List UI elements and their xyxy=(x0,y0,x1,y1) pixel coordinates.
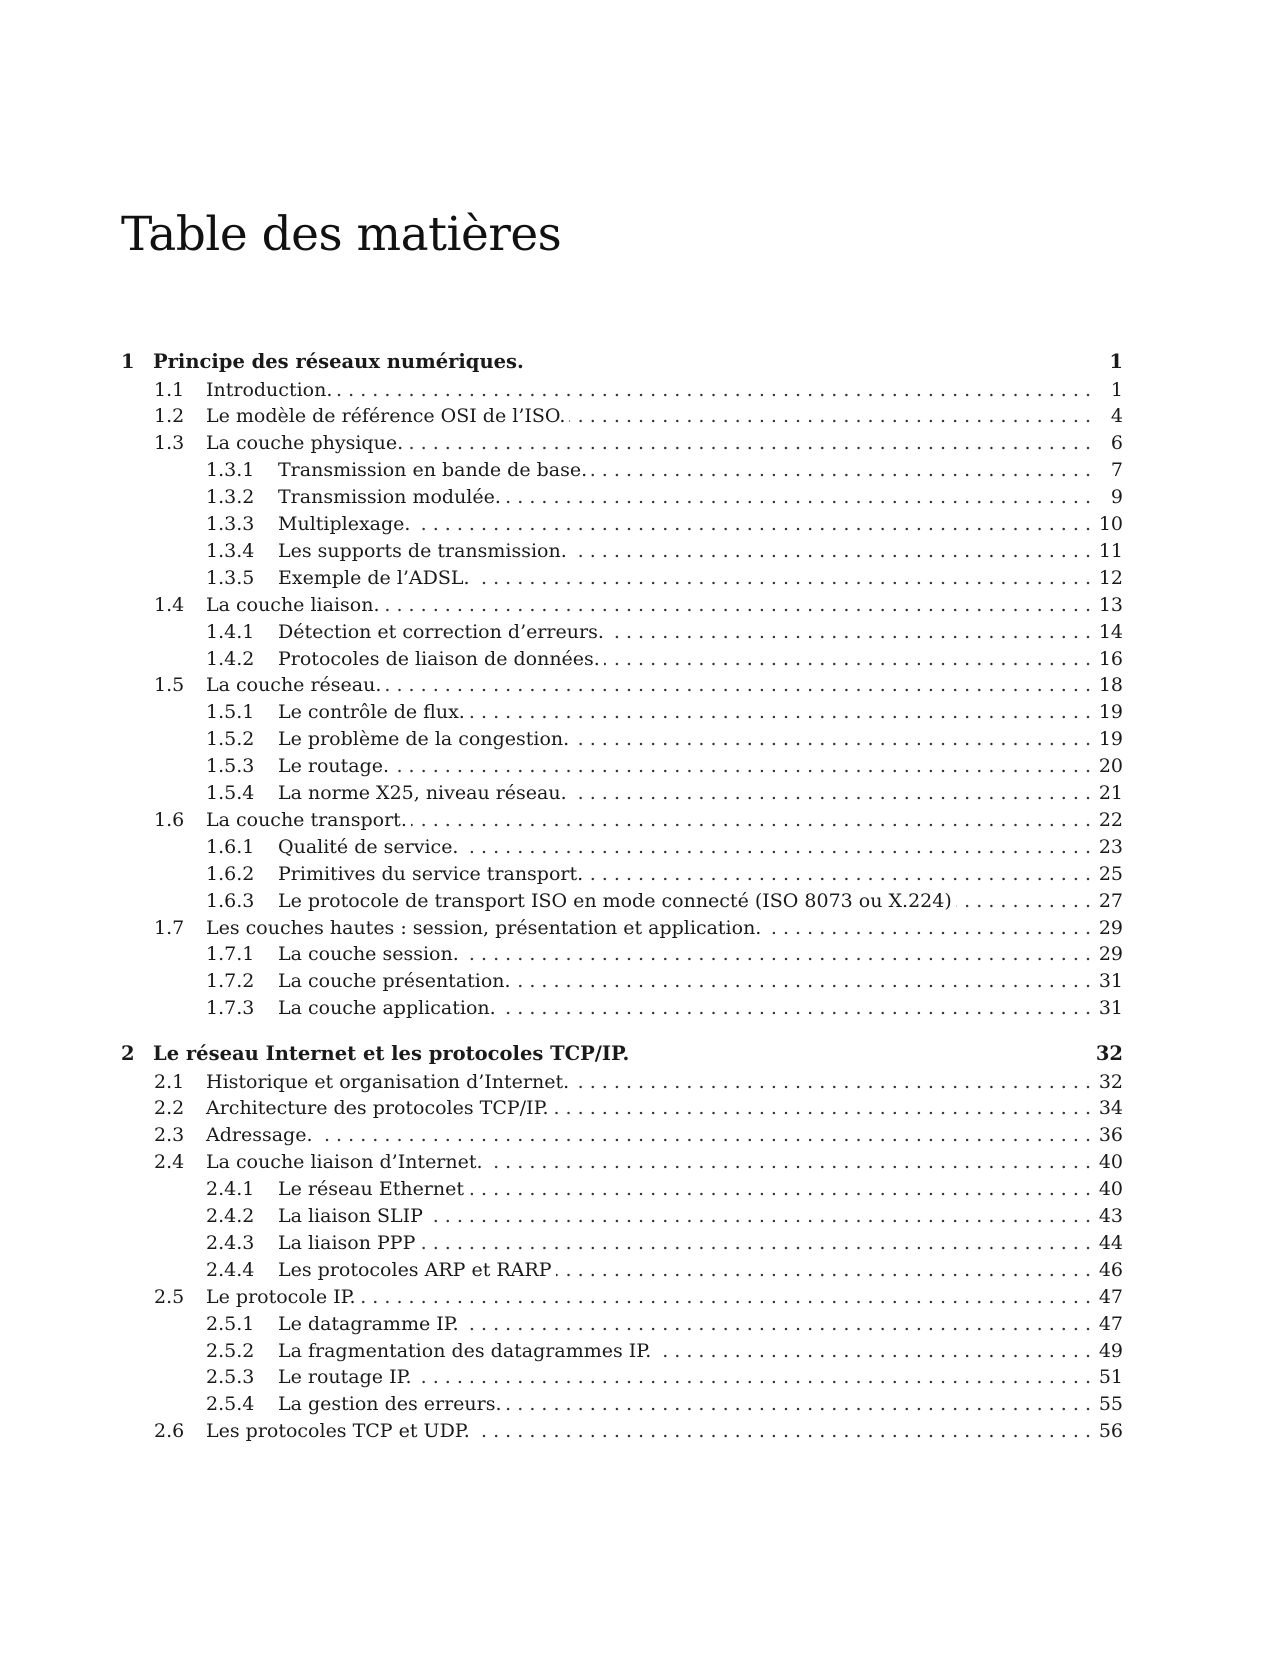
entry-title: Le routage IP. xyxy=(278,1366,412,1389)
entry-title: Le protocole IP. xyxy=(206,1285,356,1308)
entry-title: La fragmentation des datagrammes IP. xyxy=(278,1339,652,1362)
toc-section[interactable] xyxy=(121,1094,1123,1122)
entry-page: 14 xyxy=(1098,620,1123,643)
toc-section[interactable] xyxy=(121,1121,1123,1149)
dot-leader xyxy=(463,1310,1091,1338)
entry-number: 2.4.4 xyxy=(206,1258,255,1281)
entry-page: 12 xyxy=(1098,566,1123,589)
dot-leader xyxy=(317,1121,1092,1149)
entry-title: La couche session. xyxy=(278,943,459,966)
entry-number: 2.5.2 xyxy=(206,1339,255,1362)
entry-number: 1.6 xyxy=(154,808,185,831)
entry-page: 34 xyxy=(1098,1097,1123,1120)
entry-page: 23 xyxy=(1098,835,1123,858)
toc-subsection[interactable] xyxy=(121,725,1123,753)
entry-title: Protocoles de liaison de données. xyxy=(278,647,600,670)
page-title: Table des matières xyxy=(121,207,562,262)
entry-title: Le réseau Ethernet xyxy=(278,1178,465,1201)
entry-page: 20 xyxy=(1098,755,1123,778)
toc-section[interactable] xyxy=(121,671,1123,699)
toc-section[interactable] xyxy=(121,806,1123,834)
toc-section[interactable] xyxy=(121,1417,1123,1445)
toc-section[interactable] xyxy=(121,376,1123,404)
entry-number: 1.5.1 xyxy=(206,701,255,724)
dot-leader xyxy=(407,429,1091,457)
entry-title: La liaison PPP xyxy=(278,1231,416,1254)
entry-title: La gestion des erreurs. xyxy=(278,1393,502,1416)
toc-section[interactable] xyxy=(121,429,1123,457)
entry-title: La couche physique. xyxy=(206,432,404,455)
entry-title: Les supports de transmission. xyxy=(278,539,567,562)
toc-section[interactable] xyxy=(121,1283,1123,1311)
toc-subsection[interactable] xyxy=(121,1202,1123,1230)
chapter-title: Le réseau Internet et les protocoles TCP/IP. xyxy=(153,1042,630,1065)
dot-leader xyxy=(336,376,1091,404)
toc-subsection[interactable] xyxy=(121,1337,1123,1365)
entry-page: 44 xyxy=(1098,1231,1123,1254)
toc-section[interactable] xyxy=(121,1148,1123,1176)
entry-title: Primitives du service transport. xyxy=(278,862,584,885)
toc-subsection[interactable] xyxy=(121,483,1123,511)
entry-page: 36 xyxy=(1098,1124,1123,1147)
entry-page: 16 xyxy=(1098,647,1123,670)
entry-title: Architecture des protocoles TCP/IP. xyxy=(206,1097,549,1120)
entry-title: Transmission en bande de base. xyxy=(278,459,588,482)
dot-leader xyxy=(556,1256,1092,1284)
entry-page: 10 xyxy=(1098,513,1123,535)
toc-subsection[interactable] xyxy=(121,618,1123,646)
toc-section[interactable] xyxy=(121,591,1123,619)
entry-number: 1.5.3 xyxy=(206,755,255,778)
chapter-number: 2 xyxy=(121,1042,135,1065)
entry-page: 18 xyxy=(1098,674,1123,697)
chapter-title: Principe des réseaux numériques. xyxy=(153,350,524,373)
entry-title: Le routage. xyxy=(278,755,390,778)
dot-leader xyxy=(385,671,1091,699)
entry-number: 1.7 xyxy=(154,916,185,939)
entry-number: 1.5.2 xyxy=(206,728,255,751)
dot-leader xyxy=(604,645,1091,673)
toc-chapter[interactable] xyxy=(121,348,1123,376)
toc-section[interactable] xyxy=(121,402,1123,430)
entry-title: Qualité de service. xyxy=(278,835,459,858)
entry-title: Transmission modulée. xyxy=(278,486,501,509)
entry-page: 47 xyxy=(1098,1312,1123,1335)
entry-title: Les protocoles ARP et RARP xyxy=(278,1258,552,1281)
dot-leader xyxy=(384,591,1092,619)
entry-number: 1.5 xyxy=(154,674,185,697)
entry-title: Le problème de la congestion. xyxy=(278,728,570,751)
entry-number: 1.7.3 xyxy=(206,997,255,1020)
entry-page: 51 xyxy=(1098,1366,1123,1389)
dot-leader xyxy=(500,994,1091,1022)
entry-title: La couche transport. xyxy=(206,808,407,831)
entry-title: La couche présentation. xyxy=(278,970,511,993)
toc-subsection[interactable] xyxy=(121,537,1123,565)
toc-subsection[interactable] xyxy=(121,1175,1123,1203)
dot-leader xyxy=(506,1390,1091,1418)
entry-title: Les couches hautes : session, présentation et application. xyxy=(206,916,762,939)
dot-leader xyxy=(393,752,1091,780)
entry-page: 31 xyxy=(1098,970,1123,993)
toc-subsection[interactable] xyxy=(121,860,1123,888)
entry-number: 1.3.3 xyxy=(206,513,255,535)
entry-title: La couche réseau. xyxy=(206,674,382,697)
chapter-page: 1 xyxy=(1109,350,1123,373)
toc-subsection[interactable] xyxy=(121,1256,1123,1284)
toc-subsection[interactable] xyxy=(121,779,1123,807)
dot-leader xyxy=(469,698,1091,726)
entry-number: 1.4.2 xyxy=(206,647,255,670)
dot-leader xyxy=(591,456,1091,484)
toc-subsection[interactable] xyxy=(121,833,1123,861)
toc-subsection[interactable] xyxy=(121,1363,1123,1391)
entry-page: 40 xyxy=(1098,1178,1123,1201)
entry-title: La couche liaison. xyxy=(206,593,380,616)
entry-number: 2.1 xyxy=(154,1070,185,1093)
dot-leader xyxy=(573,725,1091,753)
entry-number: 2.5 xyxy=(154,1285,185,1308)
dot-leader xyxy=(765,914,1091,942)
toc-subsection[interactable] xyxy=(121,940,1123,968)
entry-title: Détection et correction d’erreurs. xyxy=(278,620,604,643)
entry-number: 1.3.4 xyxy=(206,539,255,562)
toc-subsection[interactable] xyxy=(121,456,1123,484)
entry-number: 2.6 xyxy=(154,1420,185,1443)
dot-leader xyxy=(571,537,1091,565)
entry-page: 40 xyxy=(1098,1151,1123,1174)
entry-page: 6 xyxy=(1110,432,1123,455)
entry-title: Le protocole de transport ISO en mode connecté (ISO 8073 ou X.224) xyxy=(278,889,952,912)
entry-page: 56 xyxy=(1098,1420,1123,1443)
dot-leader xyxy=(468,1175,1091,1203)
entry-page: 27 xyxy=(1098,889,1123,912)
chapter-page: 32 xyxy=(1095,1042,1123,1065)
dot-leader xyxy=(608,618,1091,646)
entry-page: 31 xyxy=(1098,997,1123,1020)
entry-number: 1.4.1 xyxy=(206,620,255,643)
entry-page: 46 xyxy=(1098,1258,1123,1281)
entry-number: 2.5.4 xyxy=(206,1393,255,1416)
dot-leader xyxy=(553,1094,1091,1122)
entry-number: 1.2 xyxy=(154,405,185,428)
dot-leader xyxy=(487,1148,1091,1176)
entry-page: 47 xyxy=(1098,1285,1123,1308)
entry-page: 32 xyxy=(1098,1070,1123,1093)
entry-number: 1.6.1 xyxy=(206,835,255,858)
entry-number: 1.6.2 xyxy=(206,862,255,885)
entry-number: 2.5.1 xyxy=(206,1312,255,1335)
entry-title: Exemple de l’ADSL. xyxy=(278,566,470,589)
entry-number: 2.4.3 xyxy=(206,1231,255,1254)
entry-page: 25 xyxy=(1098,862,1123,885)
entry-title: Le datagramme IP. xyxy=(278,1312,459,1335)
dot-leader xyxy=(956,887,1091,915)
toc-subsection[interactable] xyxy=(121,1310,1123,1338)
entry-number: 2.5.3 xyxy=(206,1366,255,1389)
dot-leader xyxy=(419,1229,1091,1257)
entry-number: 1.7.1 xyxy=(206,943,255,966)
toc-section[interactable] xyxy=(121,914,1123,942)
toc-subsection[interactable] xyxy=(121,967,1123,995)
entry-page: 7 xyxy=(1110,459,1123,482)
entry-title: Les protocoles TCP et UDP. xyxy=(206,1420,470,1443)
toc-subsection[interactable] xyxy=(121,752,1123,780)
toc-subsection[interactable] xyxy=(121,1390,1123,1418)
dot-leader xyxy=(462,833,1091,861)
entry-number: 1.7.2 xyxy=(206,970,255,993)
entry-page: 11 xyxy=(1098,539,1123,562)
toc-chapter[interactable] xyxy=(121,1040,1123,1068)
entry-number: 2.2 xyxy=(154,1097,185,1120)
entry-page: 49 xyxy=(1098,1339,1123,1362)
toc-subsection[interactable] xyxy=(121,1229,1123,1257)
dot-leader xyxy=(427,1202,1091,1230)
entry-page: 22 xyxy=(1098,808,1123,831)
dot-leader xyxy=(573,1068,1091,1096)
entry-title: Historique et organisation d’Internet. xyxy=(206,1070,570,1093)
entry-page: 19 xyxy=(1098,701,1123,724)
dot-leader xyxy=(463,940,1091,968)
entry-number: 1.6.3 xyxy=(206,889,255,912)
chapter-number: 1 xyxy=(121,350,135,373)
entry-page: 13 xyxy=(1098,593,1123,616)
dot-leader xyxy=(569,402,1091,430)
entry-page: 29 xyxy=(1098,943,1123,966)
entry-number: 1.1 xyxy=(154,378,185,401)
entry-number: 1.4 xyxy=(154,593,185,616)
toc-subsection[interactable] xyxy=(121,645,1123,673)
entry-page: 4 xyxy=(1110,405,1123,428)
entry-number: 1.3 xyxy=(154,432,185,455)
entry-number: 1.3.1 xyxy=(206,459,255,482)
toc-subsection[interactable] xyxy=(121,698,1123,726)
dot-leader xyxy=(474,564,1091,592)
entry-number: 2.3 xyxy=(154,1124,185,1147)
dot-leader xyxy=(474,1417,1091,1445)
entry-title: Multiplexage. xyxy=(278,513,411,535)
entry-title: Introduction. xyxy=(206,378,333,401)
entry-page: 55 xyxy=(1098,1393,1123,1416)
entry-number: 1.3.2 xyxy=(206,486,255,509)
entry-title: La norme X25, niveau réseau. xyxy=(278,782,567,804)
entry-number: 1.5.4 xyxy=(206,782,255,804)
entry-title: La couche application. xyxy=(278,997,496,1020)
entry-number: 2.4.2 xyxy=(206,1205,255,1227)
entry-number: 2.4 xyxy=(154,1151,185,1174)
entry-page: 1 xyxy=(1110,378,1123,401)
toc-subsection[interactable] xyxy=(121,510,1123,538)
entry-number: 1.3.5 xyxy=(206,566,255,589)
toc-section[interactable] xyxy=(121,1068,1123,1096)
entry-page: 21 xyxy=(1098,782,1123,804)
entry-title: Le modèle de référence OSI de l’ISO. xyxy=(206,405,566,428)
entry-number: 2.4.1 xyxy=(206,1178,255,1201)
entry-title: La couche liaison d’Internet. xyxy=(206,1151,483,1174)
toc-subsection[interactable] xyxy=(121,887,1123,915)
toc-subsection[interactable] xyxy=(121,564,1123,592)
entry-title: Le contrôle de flux. xyxy=(278,701,465,724)
dot-leader xyxy=(360,1283,1091,1311)
entry-page: 19 xyxy=(1098,728,1123,751)
dot-leader xyxy=(505,483,1091,511)
dot-leader xyxy=(655,1337,1091,1365)
dot-leader xyxy=(411,806,1091,834)
dot-leader xyxy=(587,860,1091,888)
entry-title: Adressage. xyxy=(206,1124,313,1147)
dot-leader xyxy=(414,510,1091,538)
entry-page: 29 xyxy=(1098,916,1123,939)
entry-page: 43 xyxy=(1098,1205,1123,1227)
dot-leader xyxy=(416,1363,1091,1391)
entry-page: 9 xyxy=(1110,486,1123,509)
dot-leader xyxy=(515,967,1091,995)
toc-subsection[interactable] xyxy=(121,994,1123,1022)
dot-leader xyxy=(571,779,1091,807)
entry-title: La liaison SLIP xyxy=(278,1205,423,1227)
